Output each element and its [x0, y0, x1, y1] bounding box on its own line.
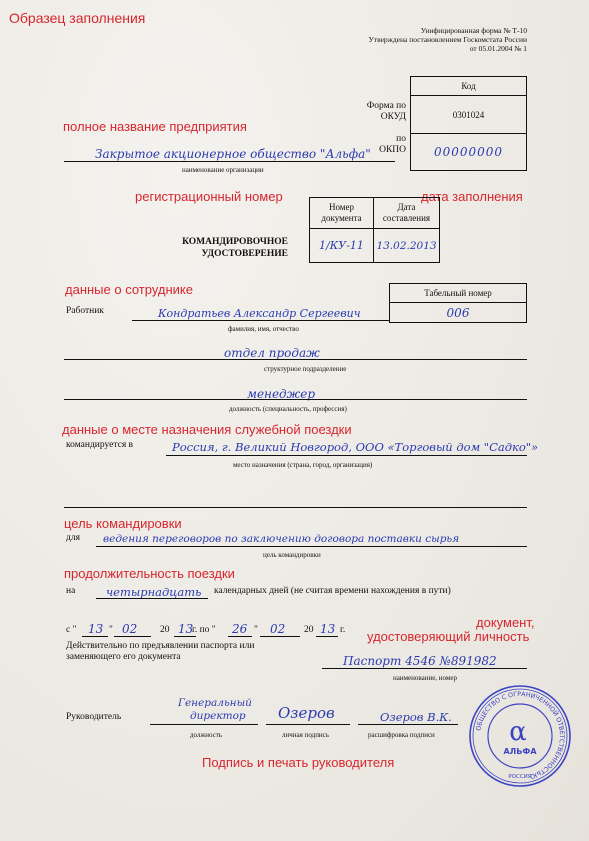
- annotation-company-name: полное название предприятия: [63, 119, 247, 134]
- head-signature: Озеров: [278, 704, 335, 722]
- dates-to-label: г. по ": [192, 625, 216, 635]
- company-seal: [468, 684, 572, 788]
- destination-caption: место назначения (страна, город, организация): [233, 461, 373, 469]
- head-decoding-line: [358, 724, 458, 725]
- doc-date-header-1: Дата: [397, 202, 416, 212]
- employee-name-caption: фамилия, имя, отчество: [228, 325, 299, 333]
- passport-line: [322, 668, 527, 669]
- doc-date-value: 13.02.2013: [376, 239, 437, 252]
- dates-quote-1: ": [109, 625, 113, 635]
- doc-number-header: [310, 198, 374, 229]
- organization-caption: наименование организации: [182, 166, 264, 174]
- sample-title: Образец заполнения: [9, 10, 146, 26]
- destination-line: [166, 455, 527, 456]
- annotation-identity-doc-1: документ,: [476, 615, 535, 630]
- document-title: [140, 236, 288, 260]
- duration-suffix: календарных дней (не считая времени нахождения в пути): [214, 586, 451, 596]
- annotation-purpose: цель командировки: [64, 516, 182, 531]
- passport-value: Паспорт 4546 №891982: [343, 654, 497, 668]
- passport-label: [66, 641, 254, 663]
- head-position-line: [150, 724, 258, 725]
- dates-to-day: 26: [232, 622, 248, 636]
- passport-caption: наименование, номер: [393, 674, 457, 682]
- doc-number-table: [309, 197, 440, 263]
- dates-from-month: 02: [122, 622, 138, 636]
- employee-name-line: [132, 320, 389, 321]
- dates-to-year-prefix: 20: [304, 625, 314, 635]
- form-header-line2: Утверждена постановлением Госкомстата России: [368, 35, 527, 44]
- employee-name: Кондратьев Александр Сергеевич: [158, 307, 361, 320]
- dates-from-day: 13: [88, 622, 104, 636]
- purpose-label: для: [66, 533, 80, 543]
- okpo-value: 00000000: [433, 145, 504, 159]
- document-title-2: УДОСТОВЕРЕНИЕ: [201, 249, 288, 259]
- annotation-reg-number: регистрационный номер: [135, 189, 283, 204]
- codes-header: Код: [411, 77, 527, 96]
- purpose-line: [96, 546, 527, 547]
- organization-line: [64, 161, 395, 162]
- head-signature-caption: личная подпись: [282, 731, 329, 739]
- dates-from-year: 13: [178, 622, 194, 636]
- seal-ring-text: ОБЩЕСТВО С ОГРАНИЧЕННОЙ ОТВЕТСТВЕННОСТЬЮ: [475, 690, 566, 780]
- destination-value: Россия, г. Великий Новгород, ООО «Торговый дом "Садко"»: [172, 440, 539, 454]
- purpose-value: ведения переговоров по заключению договора поставки сырья: [103, 533, 460, 545]
- form-header-line3: от 05.01.2004 № 1: [469, 44, 527, 53]
- head-decoding: Озеров В.К.: [380, 710, 452, 724]
- destination-label: командируется в: [66, 440, 134, 450]
- okud-label-1: Форма по: [366, 101, 406, 111]
- head-position-caption: должность: [190, 731, 223, 739]
- position-caption: должность (специальность, профессия): [229, 405, 347, 413]
- department-value: отдел продаж: [224, 346, 320, 360]
- doc-number-header-1: Номер: [328, 202, 355, 212]
- seal-alpha-symbol: α: [509, 717, 527, 747]
- head-signature-line: [266, 724, 350, 725]
- dates-to-year: 13: [320, 622, 336, 636]
- annotation-duration: продолжительность поездки: [64, 566, 235, 581]
- position-value: менеджер: [247, 387, 316, 401]
- dates-from-year-prefix: 20: [160, 625, 170, 635]
- annotation-signature-seal: Подпись и печать руководителя: [202, 755, 395, 770]
- destination-extra-line: [64, 507, 527, 508]
- doc-date-header: [374, 198, 440, 229]
- dates-end: г.: [340, 625, 346, 635]
- passport-label-2: заменяющего его документа: [66, 652, 181, 662]
- dates-to-year-line: [316, 636, 338, 637]
- annotation-destination: данные о месте назначения служебной поездки: [62, 422, 352, 437]
- dates-from-year-line: [174, 636, 196, 637]
- annotation-identity-doc-2: удостоверяющий личность: [367, 629, 530, 644]
- okpo-label-1: по: [396, 134, 406, 144]
- dates-to-month-line: [260, 636, 300, 637]
- head-label: Руководитель: [66, 712, 122, 722]
- employee-label: Работник: [66, 306, 104, 316]
- okud-label: [358, 101, 406, 123]
- dates-to-month: 02: [270, 622, 286, 636]
- annotation-employee-data: данные о сотруднике: [65, 282, 193, 297]
- purpose-caption: цель командировки: [263, 551, 321, 559]
- duration-line: [96, 598, 208, 599]
- annotation-fill-date: дата заполнения: [421, 189, 523, 204]
- seal-bottom-text: РОССИЯ: [508, 774, 532, 780]
- form-header: [368, 26, 527, 53]
- form-header-line1: Унифицированная форма № Т-10: [420, 26, 527, 35]
- dates-from-day-line: [82, 636, 108, 637]
- okud-label-2: ОКУД: [380, 112, 406, 122]
- doc-number-header-2: документа: [321, 213, 362, 223]
- duration-label: на: [66, 586, 76, 596]
- organization-value: Закрытое акционерное общество "Альфа": [95, 147, 371, 161]
- tab-number-table: [389, 283, 527, 323]
- tab-number-header: Табельный номер: [390, 284, 527, 303]
- dates-quote-2: ": [254, 625, 258, 635]
- okpo-label-2: ОКПО: [379, 145, 406, 155]
- doc-date-header-2: составления: [382, 213, 431, 223]
- dates-from-label: с ": [66, 625, 77, 635]
- dates-from-month-line: [114, 636, 151, 637]
- position-line: [64, 399, 527, 400]
- doc-number-value: 1/КУ-11: [319, 239, 364, 252]
- document-title-1: КОМАНДИРОВОЧНОЕ: [182, 237, 288, 247]
- department-caption: структурное подразделение: [264, 365, 347, 373]
- duration-value: четырнадцать: [106, 585, 202, 599]
- tab-number-value: 006: [446, 305, 470, 320]
- head-position-1: Генеральный: [178, 697, 252, 709]
- passport-label-1: Действительно по предъявлении паспорта или: [66, 641, 255, 651]
- seal-center-name: АЛЬФА: [503, 747, 537, 756]
- codes-table: [410, 76, 527, 171]
- head-decoding-caption: расшифровка подписи: [368, 731, 435, 739]
- okud-value: 0301024: [411, 96, 527, 134]
- department-line: [64, 359, 527, 360]
- head-position-2: директор: [190, 710, 246, 722]
- dates-to-day-line: [228, 636, 252, 637]
